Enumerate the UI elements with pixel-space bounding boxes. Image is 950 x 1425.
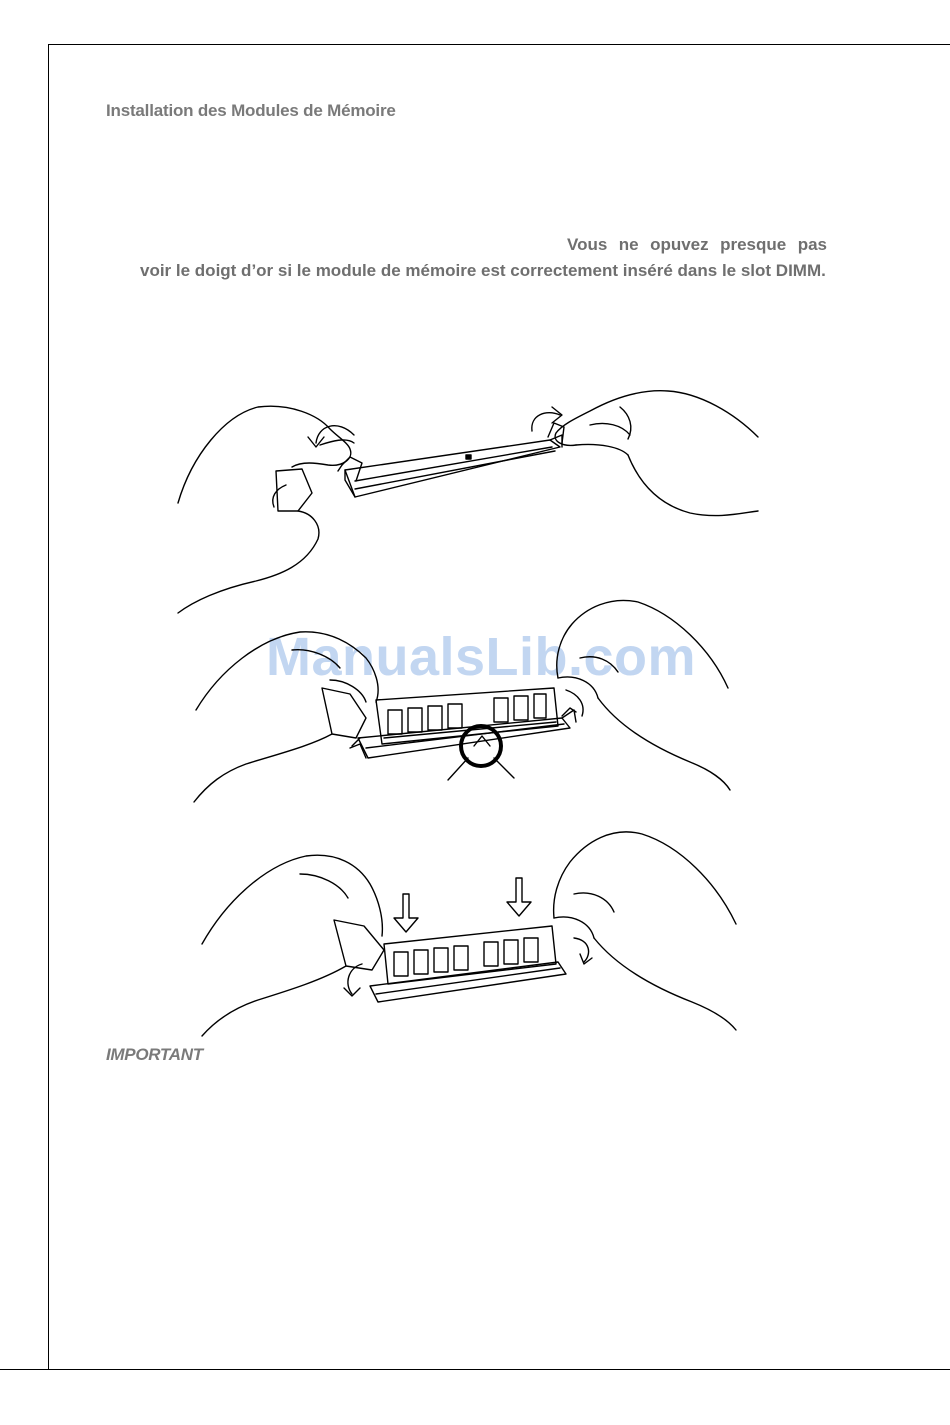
- left-hand: [178, 406, 354, 613]
- page-border-bottom: [0, 1369, 950, 1370]
- page-border-top: [48, 44, 950, 45]
- step2-align-notch-illustration: [190, 598, 735, 803]
- left-hand: [194, 632, 378, 802]
- step3-press-down-illustration: [198, 828, 743, 1038]
- page-border-left: [48, 44, 49, 1370]
- dimm-slot-empty: [345, 435, 562, 497]
- section-title: Installation des Modules de Mémoire: [106, 101, 396, 120]
- right-hand: [554, 832, 736, 1030]
- down-arrow-icon: [394, 878, 531, 932]
- right-rotate-arrow-icon: [532, 407, 562, 431]
- note-text: Vous ne opuvez presque pas voir le doigt d’or si le module de mémoire est correctement inséré dans le slot DIMM.: [140, 235, 827, 280]
- step1-open-clips-illustration: [170, 385, 770, 620]
- memory-module: [384, 926, 556, 984]
- memory-module: [376, 688, 558, 744]
- right-hand: [557, 600, 730, 790]
- important-label: IMPORTANT: [106, 1045, 203, 1064]
- left-hand: [202, 855, 384, 1036]
- watermark: ManualsLib.com: [266, 627, 697, 687]
- right-hand: [555, 391, 758, 516]
